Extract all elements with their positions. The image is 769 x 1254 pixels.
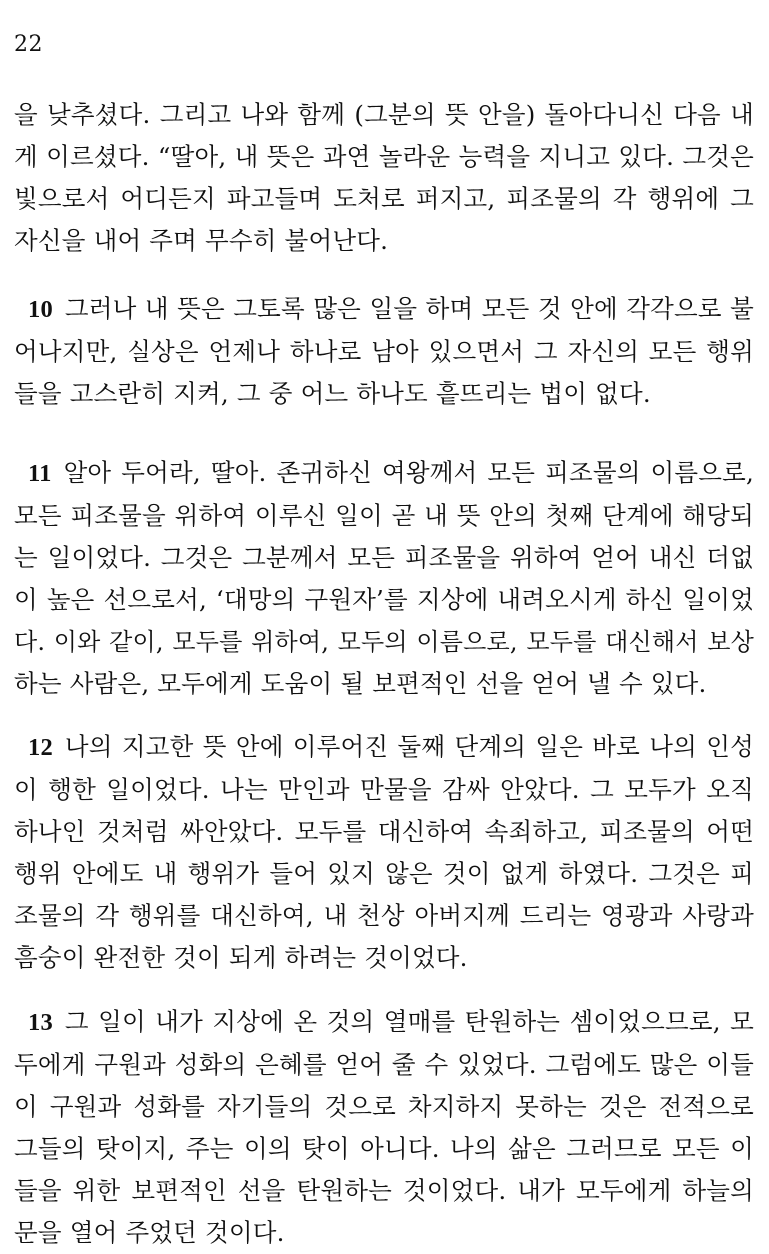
paragraph-number: 11 [28, 460, 52, 487]
text-line: 어나지만, 실상은 언제나 하나로 남아 있으면서 그 자신의 모든 행위 [14, 337, 754, 366]
text-line-content: 나의 지고한 뜻 안에 이루어진 둘째 단계의 일은 바로 나의 인성 [64, 732, 754, 761]
text-line: 을 낮추셨다. 그리고 나와 함께 (그분의 뜻 안을) 돌아다니신 다음 내 [14, 100, 754, 129]
paragraph-11 [14, 452, 754, 705]
page-number: 22 [14, 32, 43, 57]
text-line: 는 일이었다. 그것은 그분께서 모든 피조물을 위하여 얻어 내신 더없 [14, 543, 754, 572]
paragraph-10 [14, 288, 754, 415]
paragraph-12 [14, 726, 754, 979]
text-line [14, 288, 754, 331]
text-line: 두에게 구원과 성화의 은혜를 얻어 줄 수 있었다. 그럼에도 많은 이들 [14, 1050, 754, 1079]
text-line [14, 452, 754, 495]
text-line-content: 그 일이 내가 지상에 온 것의 열매를 탄원하는 셈이었으므로, 모 [64, 1007, 754, 1036]
text-line: 자신을 내어 주며 무수히 불어난다. [14, 226, 389, 255]
text-line: 들을 위한 보편적인 선을 탄원하는 것이었다. 내가 모두에게 하늘의 [14, 1176, 754, 1205]
text-line: 들을 고스란히 지켜, 그 중 어느 하나도 흩뜨리는 법이 없다. [14, 379, 651, 408]
text-line: 이 구원과 성화를 자기들의 것으로 차지하지 못하는 것은 전적으로 [14, 1092, 754, 1121]
text-line-content: 알아 두어라, 딸아. 존귀하신 여왕께서 모든 피조물의 이름으로, [63, 458, 754, 487]
text-line: 흠숭이 완전한 것이 되게 하려는 것이었다. [14, 943, 468, 972]
text-line: 이 높은 선으로서, ‘대망의 구원자’를 지상에 내려오시게 하신 일이었 [14, 585, 754, 614]
text-line: 빛으로서 어디든지 파고들며 도처로 퍼지고, 피조물의 각 행위에 그 [14, 184, 754, 213]
paragraph-13 [14, 1001, 754, 1254]
text-line: 그들의 탓이지, 주는 이의 탓이 아니다. 나의 삶은 그러므로 모든 이 [14, 1134, 754, 1163]
paragraph-number: 13 [28, 1009, 53, 1036]
paragraph-continued [14, 94, 754, 262]
text-line: 게 이르셨다. “딸아, 내 뜻은 과연 놀라운 능력을 지니고 있다. 그것은 [14, 142, 754, 171]
text-line-content: 그러나 내 뜻은 그토록 많은 일을 하며 모든 것 안에 각각으로 불 [64, 294, 754, 323]
text-line: 모든 피조물을 위하여 이루신 일이 곧 내 뜻 안의 첫째 단계에 해당되 [14, 501, 754, 530]
text-line: 다. 이와 같이, 모두를 위하여, 모두의 이름으로, 모두를 대신해서 보상 [14, 628, 754, 656]
paragraph-number: 10 [28, 296, 53, 323]
text-line: 문을 열어 주었던 것이다. [14, 1218, 285, 1247]
text-line: 하는 사람은, 모두에게 도움이 될 보편적인 선을 얻어 낼 수 있다. [14, 669, 707, 698]
text-line [14, 726, 754, 769]
text-line: 하나인 것처럼 싸안았다. 모두를 대신하여 속죄하고, 피조물의 어떤 [14, 817, 754, 846]
text-line: 행위 안에도 내 행위가 들어 있지 않은 것이 없게 하였다. 그것은 피 [14, 859, 754, 888]
text-line: 조물의 각 행위를 대신하여, 내 천상 아버지께 드리는 영광과 사랑과 [14, 901, 754, 930]
paragraph-number: 12 [28, 734, 53, 761]
text-line: 이 행한 일이었다. 나는 만인과 만물을 감싸 안았다. 그 모두가 오직 [14, 775, 754, 804]
text-line [14, 1001, 754, 1044]
